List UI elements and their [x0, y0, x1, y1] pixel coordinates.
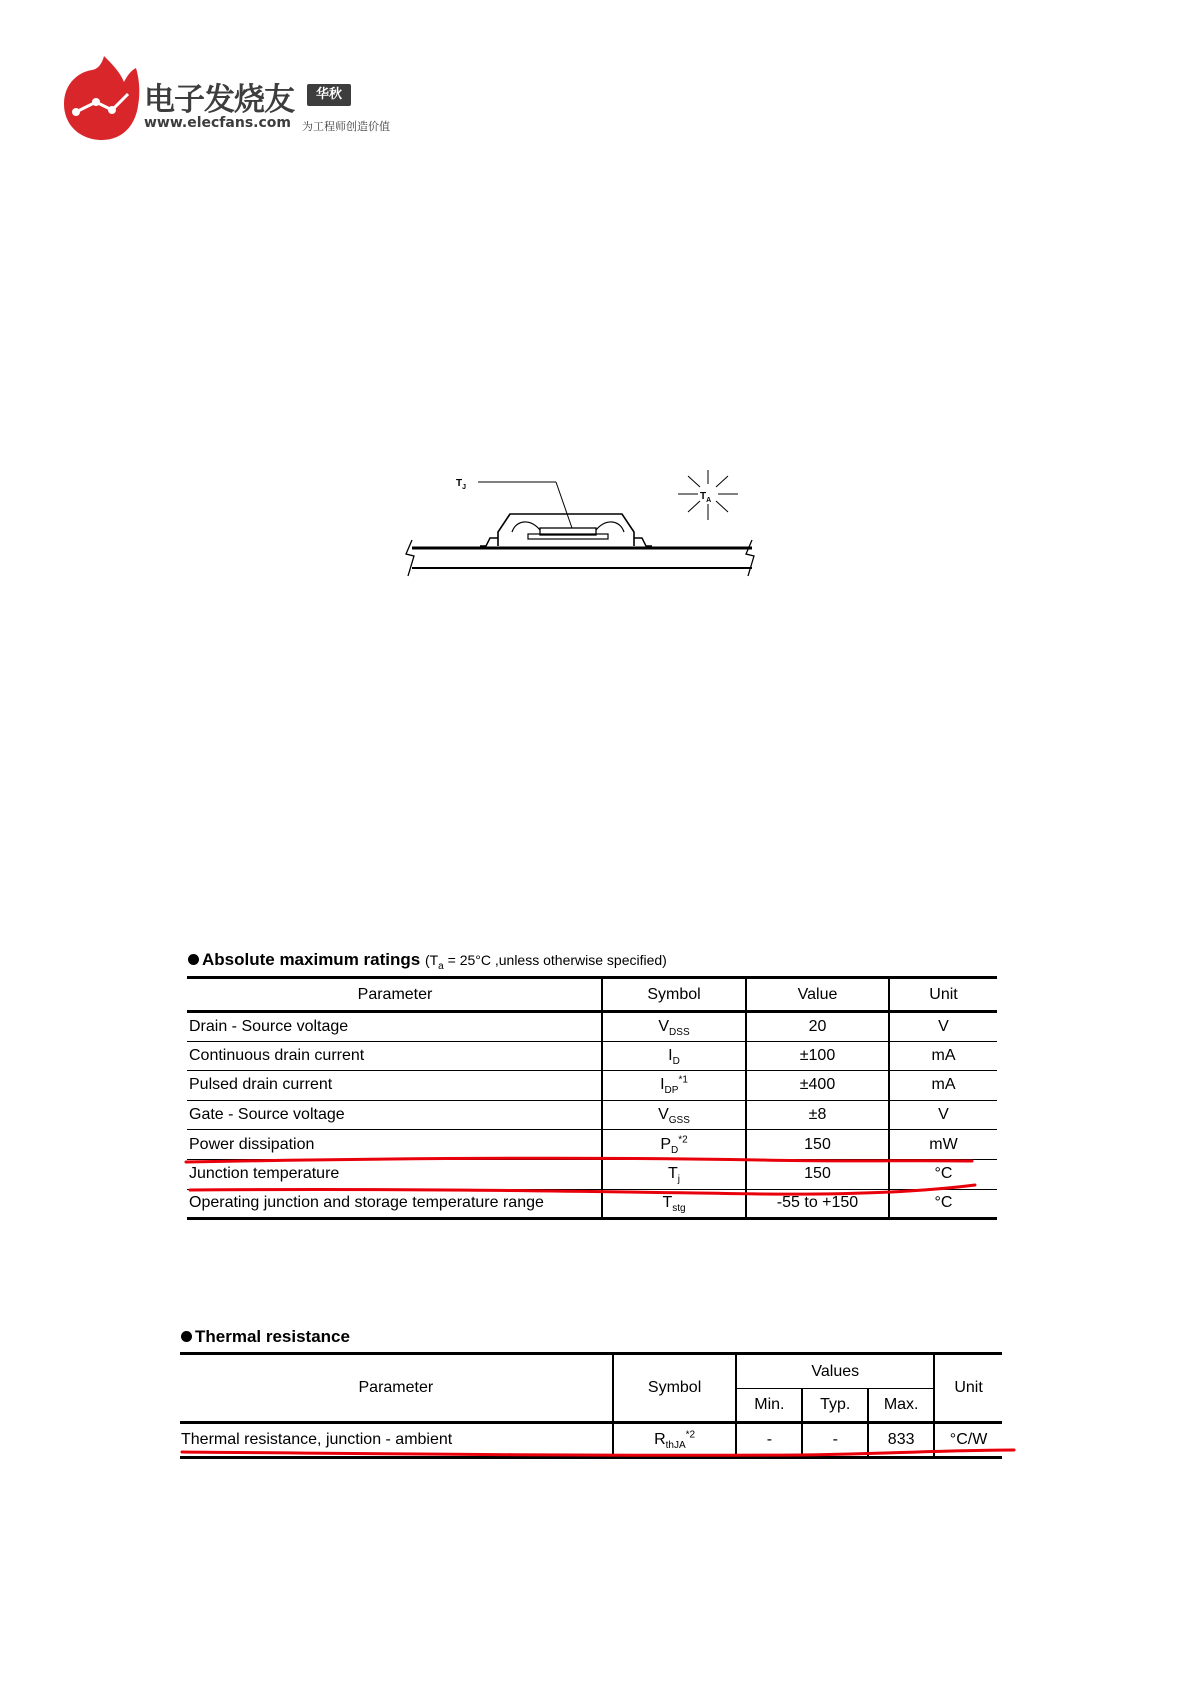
row-parameter: Pulsed drain current	[187, 1071, 602, 1101]
brand-name: 电子发烧友	[144, 82, 294, 118]
row-unit: °C	[889, 1159, 997, 1189]
bond-wire-right	[596, 522, 624, 532]
header-typ: Typ.	[802, 1389, 868, 1423]
row-min: -	[736, 1423, 802, 1458]
table-row	[187, 1071, 997, 1101]
row-parameter: Drain - Source voltage	[187, 1012, 602, 1042]
header-symbol: Symbol	[613, 1354, 737, 1423]
table-row	[187, 1159, 997, 1189]
table-row	[187, 1189, 997, 1219]
row-unit: mA	[889, 1041, 997, 1071]
row-parameter: Thermal resistance, junction - ambient	[180, 1423, 613, 1458]
thermal-resistance-table	[180, 1352, 1002, 1459]
table-row	[187, 1130, 997, 1160]
row-unit: °C	[889, 1189, 997, 1219]
package-body	[498, 514, 634, 546]
row-parameter: Operating junction and storage temperature range	[187, 1189, 602, 1219]
brand-url: www.elecfans.com	[144, 115, 291, 131]
bond-wire-left	[512, 522, 540, 532]
elecfans-logo	[62, 52, 422, 142]
header-parameter: Parameter	[187, 978, 602, 1012]
table-header-row	[180, 1354, 1002, 1389]
row-symbol: $I_D$	[602, 1041, 746, 1071]
row-value: -55 to +150	[746, 1189, 889, 1219]
row-symbol: $R_{thJA}^{*2}$	[613, 1423, 737, 1458]
row-max: 833	[868, 1423, 934, 1458]
row-unit: V	[889, 1100, 997, 1130]
table-row	[187, 1012, 997, 1042]
junction-leader-diagonal	[556, 482, 572, 528]
absolute-max-condition: ($T_a = 25^\circ C$ ,unless otherwise specified)	[424, 952, 667, 972]
row-symbol: $I_{DP}^{*1}$	[602, 1071, 746, 1101]
header-max: Max.	[868, 1389, 934, 1423]
row-symbol: $V_{GSS}$	[602, 1100, 746, 1130]
row-parameter: Gate - Source voltage	[187, 1100, 602, 1130]
bullet-icon	[188, 954, 199, 965]
row-value: ±400	[746, 1071, 889, 1101]
row-value: 20	[746, 1012, 889, 1042]
row-typ: -	[802, 1423, 868, 1458]
table-row	[187, 1100, 997, 1130]
table-row	[180, 1423, 1002, 1458]
left-lead	[480, 538, 498, 546]
row-symbol: $T_{stg}$	[602, 1189, 746, 1219]
row-parameter: Power dissipation	[187, 1130, 602, 1160]
board-break-left	[406, 540, 414, 576]
board-break-right	[746, 540, 754, 576]
thermal-resistance-title: Thermal resistance	[181, 1327, 350, 1347]
row-symbol: $P_D^{*2}$	[602, 1130, 746, 1160]
bullet-icon	[181, 1331, 192, 1342]
row-symbol: $T_j$	[602, 1159, 746, 1189]
header-min: Min.	[736, 1389, 802, 1423]
brand-badge: 华秋	[307, 84, 351, 106]
header-values: Values	[736, 1354, 934, 1389]
row-value: ±100	[746, 1041, 889, 1071]
right-lead	[634, 538, 652, 546]
row-parameter: Continuous drain current	[187, 1041, 602, 1071]
brand-slogan: 为工程师创造价值	[302, 120, 390, 133]
header-symbol: Symbol	[602, 978, 746, 1012]
row-symbol: $V_{DSS}$	[602, 1012, 746, 1042]
row-unit: °C/W	[934, 1423, 1002, 1458]
table-header-row	[187, 978, 997, 1012]
row-parameter: Junction temperature	[187, 1159, 602, 1189]
package-thermal-diagram	[400, 470, 760, 585]
ambient-temp-label: $T_A$	[700, 491, 712, 504]
row-value: 150	[746, 1130, 889, 1160]
row-unit: mW	[889, 1130, 997, 1160]
table-row	[187, 1041, 997, 1071]
absolute-max-table	[187, 976, 997, 1220]
flame-logo-icon	[62, 54, 142, 142]
junction-temp-label: $T_J$	[456, 478, 467, 491]
row-value: 150	[746, 1159, 889, 1189]
header-unit: Unit	[889, 978, 997, 1012]
header-unit: Unit	[934, 1354, 1002, 1423]
row-value: ±8	[746, 1100, 889, 1130]
header-parameter: Parameter	[180, 1354, 613, 1423]
absolute-max-title: Absolute maximum ratings ($T_a = 25^\circ C$ ,unless otherwise specified)	[188, 950, 667, 970]
row-unit: mA	[889, 1071, 997, 1101]
ambient-temp-icon	[678, 470, 738, 520]
header-value: Value	[746, 978, 889, 1012]
row-unit: V	[889, 1012, 997, 1042]
